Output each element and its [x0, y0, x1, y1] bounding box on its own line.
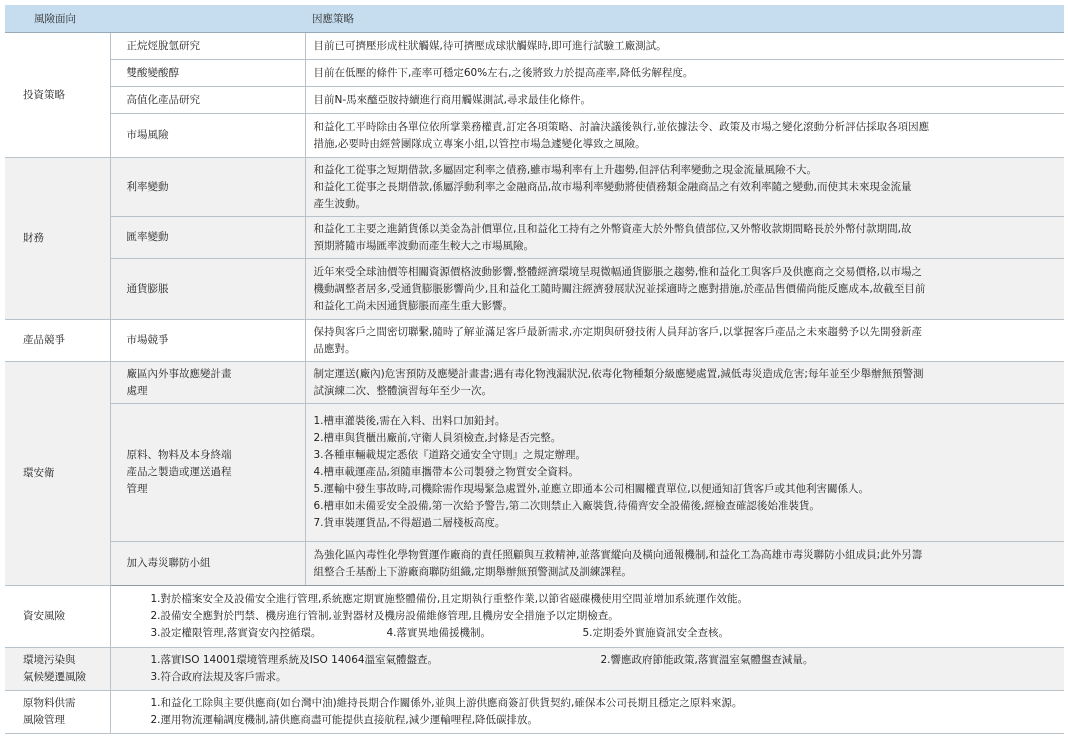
category-finance: 財務	[5, 158, 110, 320]
table-row	[5, 648, 1064, 691]
risk-strategy-table	[5, 5, 1064, 734]
header-risk-aspect: 風險面向	[5, 5, 305, 33]
category-environment: 環境污染與 氣候變遷風險	[5, 648, 110, 691]
strategy-text: 目前在低壓的條件下,產率可穩定60%左右,之後將致力於提高產率,降低劣解程度。	[305, 60, 1064, 87]
strategy-text: 制定運送(廠內)危害預防及應變計畫書;遇有毒化物洩漏狀況,依毒化物種類分級應變處置,減低毒災造成危害;每年並至少舉辦無預警測 試演練二次、整體演習每年至少一次。	[305, 362, 1064, 404]
strategy-text: 1.和益化工除與主要供應商(如台灣中油)維持長期合作關係外,並與上游供應商簽訂供貨契約,確保本公司長期且穩定之原料來源。 2.運用物流運輸調度機制,請供應商盡可能提供直接航程,減少運輸哩程,降低碳排放。	[110, 691, 1064, 734]
table-row	[5, 691, 1064, 734]
table-row	[5, 586, 1064, 648]
strategy-list: 1.槽車灌裝後,需在入料、出料口加鉛封。 2.槽車與貨櫃出廠前,守衛人員須檢查,封條是否完整。 3.各種車輛載規定悉依『道路交通安全守則』之規定辦理。 4.槽車載運產品,須隨車攜帶本公司製發之物質安全資料。 5.運輸中發生事故時,司機除需作現場緊急處置外,並應立即通本公司相關權責單位,以便通知訂貨客戶或其他利害關係人。 6.槽車如未備妥安全設備,第一次給予警告,第二次則禁止入廠裝貨,待備齊安全設備後,經檢查確認後始准裝貨。 7.貨車裝運貨品,不得超過二層棧板高度。	[305, 404, 1064, 542]
sub-item: 廠區內外事故應變計畫 處理	[110, 362, 305, 404]
strategy-text: 1.對於檔案安全及設備安全進行管理,系統應定期實施整體備份,且定期執行重整作業,以節省磁碟機使用空間並增加系統運作效能。 2.設備安全應對於門禁、機房進行管制,並對器材及機房設備維修管理,且機房安全措施予以定期檢查。 3.設定權限管理,落實資安內控循環。 4.落實異地備援機制。 5.定期委外實施資訊安全查核。	[110, 586, 1064, 648]
strategy-text: 目前N-馬來醯亞胺持續進行商用觸媒測試,尋求最佳化條件。	[305, 87, 1064, 114]
header-strategy: 因應策略	[305, 5, 1064, 33]
table-row	[5, 404, 1064, 542]
table-row	[5, 542, 1064, 586]
strategy-text: 近年來受全球油價等相關資源價格波動影響,整體經濟環境呈現微幅通貨膨脹之趨勢,惟和益化工與客戶及供應商之交易價格,以市場之 機動調整者居多,受通貨膨脹影響尚少,且和益化工隨時關注經濟發展狀況並採適時之應對措施,於產品售價備尚能反應成本,故截至目前 和益化工尚未因通貨膨脹而產生重大影響。	[305, 259, 1064, 320]
sub-item: 通貨膨脹	[110, 259, 305, 320]
table-row	[5, 60, 1064, 87]
sub-item: 原料、物料及本身終端 產品之製造或運送過程 管理	[110, 404, 305, 542]
strategy-text: 目前已可擠壓形成柱狀觸媒,待可擠壓成球狀觸媒時,即可進行試驗工廠測試。	[305, 33, 1064, 60]
category-info-security: 資安風險	[5, 586, 110, 648]
category-safety: 環安衛	[5, 362, 110, 586]
category-investment: 投資策略	[5, 33, 110, 158]
strategy-text: 和益化工從事之短期借款,多屬固定利率之債務,雖市場利率有上升趨勢,但評估利率變動之現金流量風險不大。 和益化工從事之長期借款,係屬浮動利率之金融商品,故市場利率變動將使債務類金融商品之有效利率隨之變動,而使其未來現金流量 產生波動。	[305, 158, 1064, 217]
sub-item: 正烷烴脫氫研究	[110, 33, 305, 60]
table-row	[5, 320, 1064, 362]
sub-item: 市場風險	[110, 114, 305, 158]
strategy-text: 為強化區內毒性化學物質運作廠商的責任照顧與互救精神,並落實縱向及橫向通報機制,和益化工為高雄市毒災聯防小組成員;此外另籌 組整合壬基酚上下游廠商聯防組織,定期舉辦無預警測試及訓練課程。	[305, 542, 1064, 586]
sub-item: 高值化產品研究	[110, 87, 305, 114]
category-raw-material: 原物料供需 風險管理	[5, 691, 110, 734]
category-product: 產品競爭	[5, 320, 110, 362]
sub-item: 雙酸變酸醇	[110, 60, 305, 87]
strategy-text: 保持與客戶之間密切聯繫,隨時了解並滿足客戶最新需求,亦定期與研發技術人員拜訪客戶,以掌握客戶產品之未來趨勢予以先開發新產 品應對。	[305, 320, 1064, 362]
strategy-text: 和益化工平時除由各單位依所掌業務權責,訂定各項策略、討論決議後執行,並依據法令、政策及市場之變化滾動分析評估採取各項因應 措施,必要時由經營團隊成立專案小組,以管控市場急遽變化導致之風險。	[305, 114, 1064, 158]
sub-item: 加入毒災聯防小組	[110, 542, 305, 586]
table-row	[5, 362, 1064, 404]
table-row	[5, 158, 1064, 217]
sub-item: 匯率變動	[110, 217, 305, 259]
table-row	[5, 259, 1064, 320]
table-header-row	[5, 5, 1064, 33]
table-row	[5, 217, 1064, 259]
table-row	[5, 114, 1064, 158]
sub-item: 市場競爭	[110, 320, 305, 362]
table-row	[5, 87, 1064, 114]
table-row	[5, 33, 1064, 60]
strategy-text: 和益化工主要之進銷貨係以美金為計價單位,且和益化工持有之外幣資產大於外幣負債部位,又外幣收款期間略長於外幣付款期間,故 預期將隨市場匯率波動而產生較大之市場風險。	[305, 217, 1064, 259]
strategy-text: 1.落實ISO 14001環境管理系統及ISO 14064溫室氣體盤查。 2.響應政府節能政策,落實溫室氣體盤查減量。 3.符合政府法規及客戶需求。	[110, 648, 1064, 691]
sub-item: 利率變動	[110, 158, 305, 217]
